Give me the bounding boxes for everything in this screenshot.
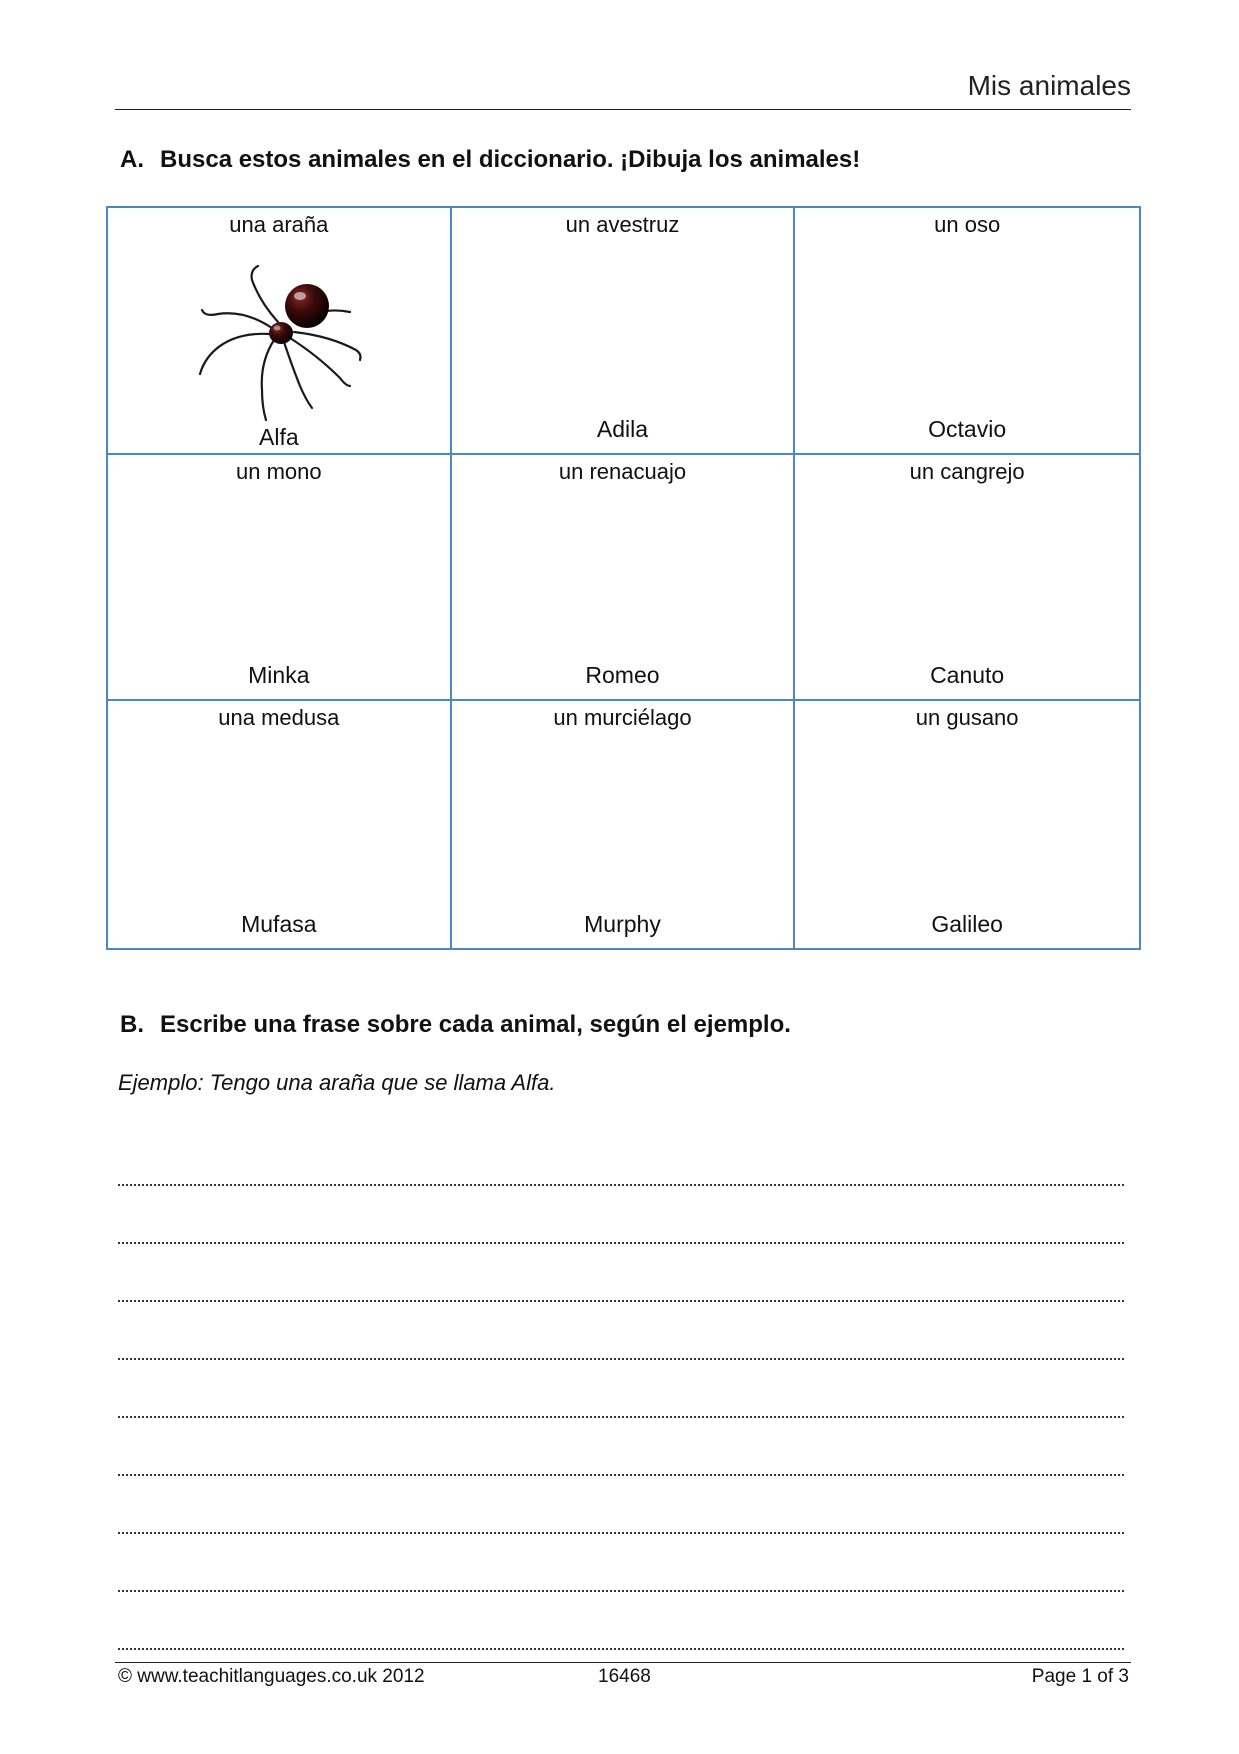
writing-line[interactable] [118,1592,1124,1650]
writing-line[interactable] [118,1534,1124,1592]
grid-cell-avestruz[interactable] [452,208,796,455]
animal-label: una araña [229,212,329,237]
pet-name: Minka [248,662,310,689]
grid-cell-oso[interactable] [795,208,1139,455]
page-title: Mis animales [967,70,1131,101]
pet-name: Alfa [259,423,299,450]
grid-cell-cangrejo[interactable] [795,455,1139,702]
animal-label: un mono [236,458,322,484]
pet-name: Adila [596,415,649,442]
grid-cell-arana[interactable] [108,208,452,455]
footer-page-number: Page 1 of 3 [1031,1666,1129,1687]
pet-name: Octavio [928,415,1007,442]
section-a-letter: A. [120,146,144,173]
grid-cell-renacuajo[interactable] [452,455,796,702]
writing-line[interactable] [118,1418,1124,1476]
animal-label: un oso [934,212,1001,237]
pet-name: Mufasa [241,911,317,937]
animal-label: una medusa [218,705,340,731]
section-b-heading [120,1011,791,1039]
section-b-instruction: Escribe una frase sobre cada animal, según el ejemplo. [160,1011,791,1038]
grid-cell-mono[interactable] [108,455,452,702]
pet-name: Murphy [584,911,661,937]
writing-line[interactable] [118,1476,1124,1534]
writing-line[interactable] [118,1360,1124,1418]
grid-cell-murcielago[interactable] [452,701,796,948]
grid-cell-gusano[interactable] [795,701,1139,948]
writing-line[interactable] [118,1186,1124,1244]
animal-label: un murciélago [553,705,692,731]
section-a-heading [120,146,860,174]
writing-line[interactable] [118,1302,1124,1360]
section-b-letter: B. [120,1011,144,1038]
writing-line[interactable] [118,1244,1124,1302]
pet-name: Galileo [931,911,1003,937]
section-a-instruction: Busca estos animales en el diccionario. ¡Dibuja los animales! [160,146,861,173]
animal-label: un avestruz [565,212,680,237]
example-sentence: Ejemplo: Tengo una araña que se llama Alfa. [118,1070,556,1095]
animal-label: un cangrejo [909,458,1025,484]
writing-line[interactable] [118,1128,1124,1186]
animal-grid [106,206,1141,950]
footer-rule [115,1662,1131,1663]
animal-label: un gusano [915,705,1019,731]
footer-code: 16468 [598,1666,651,1687]
footer-copyright: © www.teachitlanguages.co.uk 2012 [118,1666,425,1687]
animal-label: un renacuajo [558,458,687,484]
writing-lines [118,1128,1124,1650]
grid-cell-medusa[interactable] [108,701,452,948]
header-rule [115,109,1131,110]
pet-name: Canuto [930,662,1005,689]
pet-name: Romeo [585,662,660,689]
spider-drawing [190,262,380,422]
